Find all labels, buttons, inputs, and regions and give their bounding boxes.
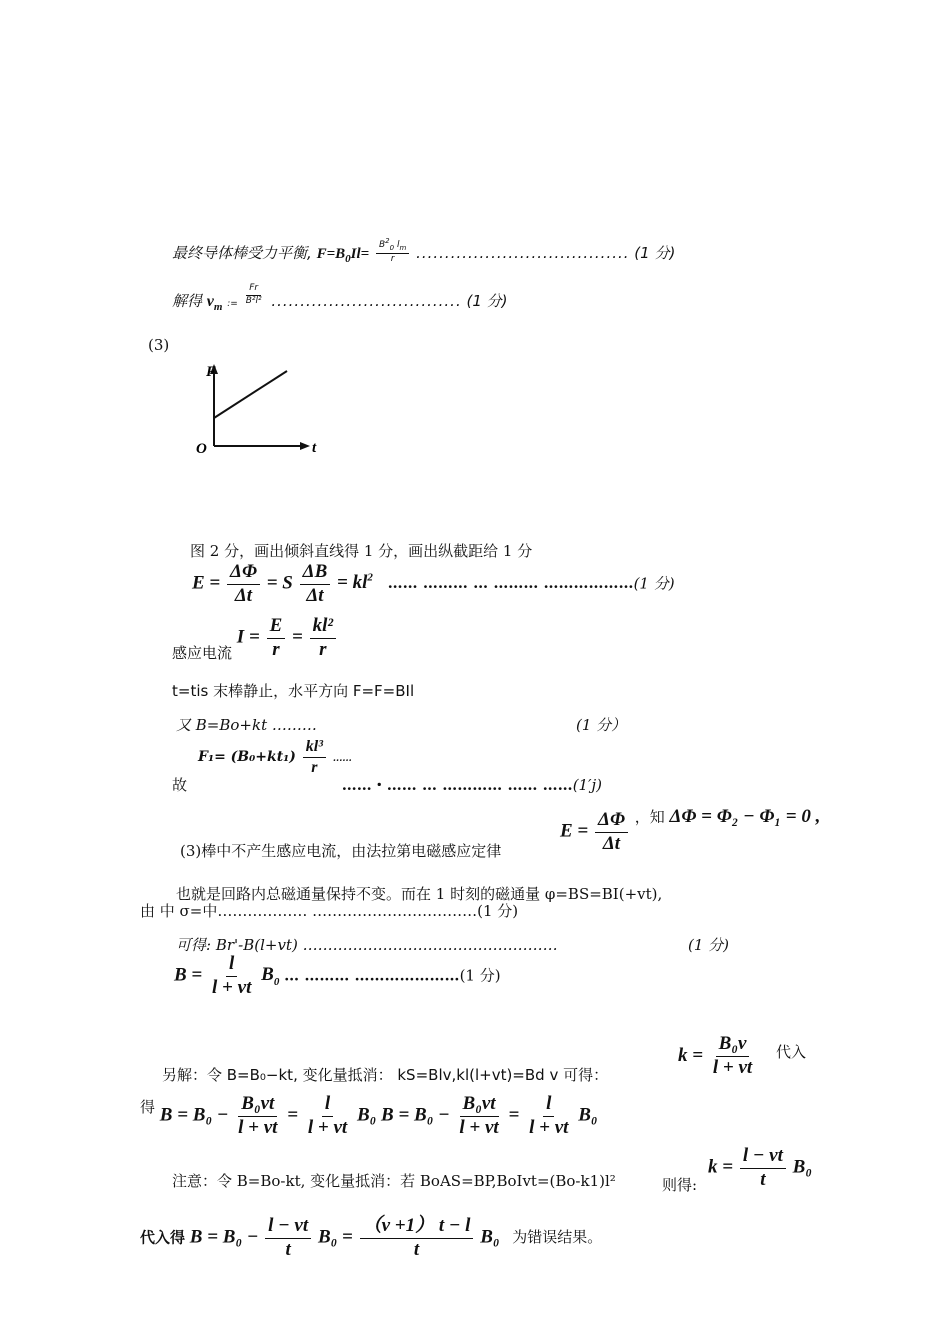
force-line [214,371,287,418]
flux-conservation-line: 由 中 σ=中……………… ……………………………(1 分) [140,902,519,920]
rest-condition-line: t=tis 末棒静止，水平方向 F=F=BIl [172,682,415,700]
b-field-line: 又 B=Bo+kt ……… (1 分） [176,716,627,734]
current-equation: 感应电流 I = $\frac{E}{r}$ = $\frac{\text{kl²}}{r}$ [172,616,338,661]
alternative-equation: 得 B = B₀ − $\frac{\text{B₀vt}}{l + vt}$ = $\frac{l}{l + vt}$ B₀ B = B₀ − $\frac{\text{B₀vt}}{l + vt}$ = $\frac{l}{l + vt}$ B₀ [140,1093,598,1138]
warning-note: 注意：令 B=Bo-kt, 变化量抵消：若 BoAS=BP,BoIvt=(Bo-k1)l² 则得: k = $\frac{l - vt}{t}$ B₀ [172,1145,812,1194]
velocity-fraction: $\frac{Fr}{\text{B²l²}}$ [245,283,262,306]
graph-origin-label: O [196,441,207,457]
therefore-line: 故 ……・…… … ………… …… ……(1′j) [172,776,602,794]
part-3-label: (3) [148,336,170,354]
graph-scoring-note: 图 2 分，画出倾斜直线得 1 分，画出纵截距给 1 分 [190,542,533,560]
force-fraction: $\frac{B^2_0 l_m}{r}$ [376,238,409,265]
x-axis-arrow-icon [300,442,310,450]
flux-statement: 也就是回路内总磁通量保持不变。而在 1 时刻的磁通量 φ=BS=BI(+vt), [176,885,663,903]
solve-line: 解得 $v_m$ := $\frac{Fr}{\text{B²l²}}$ ................................. (1 分) [172,283,508,314]
b-result-equation: B = $\frac{l}{l + vt}$ $B_0$ … ……… …………………(1 分) [174,953,501,998]
f1-line: F₁= (B₀+kt₁) $\frac{\text{kl³}}{r}$ ...... [198,738,352,776]
graph-x-label: t [312,440,317,456]
force-time-graph [192,358,332,458]
alternative-solution: 另解：令 B=B₀−kt, 变化量抵消： kS=Blv,kl(l+vt)=Bd v 可得： k = $\frac{\text{B₀v}}{l + vt}$ 代入 [162,1033,806,1084]
incorrect-result-line: 代入得 B = B₀ − $\frac{l - vt}{t}$ B₀ = $\frac{(v +1) t - l}{t}$ B₀ 为错误结果。 [140,1215,603,1260]
graph-y-label: F [206,364,217,380]
result-line: 可得: Br'-B(l+vt) …………………………………………… (1 分) [176,936,730,954]
balance-line: 最终导体棒受力平衡, $F=B_0Il=$ $\frac{B^2_0 l_m}{r}$ ..................................... (1 分) [172,237,676,266]
emf-equation: E = $\frac{\Delta\Phi}{\Delta t}$ = S $\frac{\Delta B}{\Delta t}$ = $kl^2$ …… ……… … ……… ………………(1 分) [192,561,675,606]
faraday-law-line: (3)棒中不产生感应电流，由法拉第电磁感应定律 E = $\frac{\Delta\Phi}{\Delta t}$ ，知 ΔΦ = Φ₂ − Φ₁ = 0 , [180,806,821,860]
